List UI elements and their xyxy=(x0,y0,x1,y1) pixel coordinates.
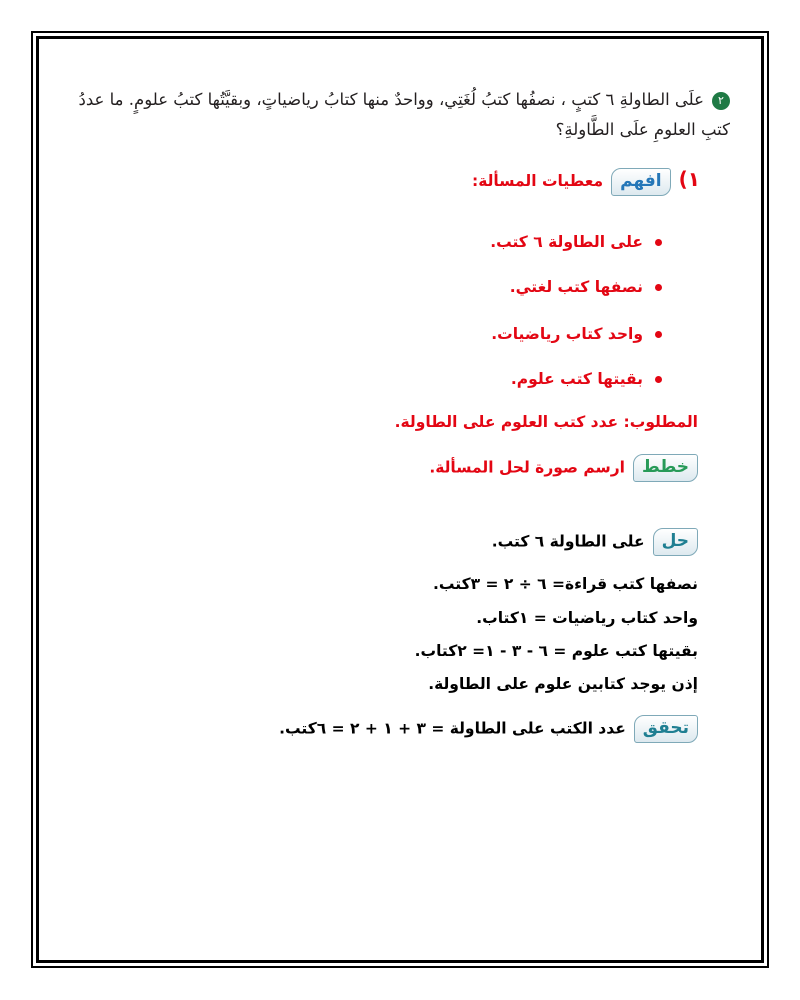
solve-line: على الطاولة ٦ كتب. xyxy=(491,532,645,551)
problem-number-badge: ٢ xyxy=(712,92,730,110)
solve-line: واحد كتاب رياضيات = ١كتاب. xyxy=(476,609,698,627)
solve-line: إذن يوجد كتابين علوم على الطاولة. xyxy=(428,675,698,693)
given-item: واحد كتاب رياضيات. xyxy=(491,325,662,343)
bullet-icon xyxy=(655,331,662,338)
given-item: على الطاولة ٦ كتب. xyxy=(490,233,662,251)
check-tag: تحقق xyxy=(634,715,698,743)
plan-tag: خطط xyxy=(633,454,698,482)
given-item: نصفها كتب لغتي. xyxy=(510,278,662,296)
check-text: عدد الكتب على الطاولة = ٣ + ١ + ٢ = ٦كتب. xyxy=(279,719,626,738)
plan-text: ارسم صورة لحل المسألة. xyxy=(429,458,625,477)
given-item: بقيتها كتب علوم. xyxy=(511,370,662,388)
check-row xyxy=(279,715,698,743)
givens-heading: معطيات المسألة: xyxy=(472,172,604,190)
bullet-icon xyxy=(655,284,662,291)
solve-line: نصفها كتب قراءة= ٦ ÷ ٢ = ٣كتب. xyxy=(432,575,698,593)
solve-row xyxy=(492,528,698,556)
problem-statement xyxy=(70,85,730,145)
solve-line: بقيتها كتب علوم = ٦ - ٣ - ١= ٢كتاب. xyxy=(414,642,698,660)
required-text: المطلوب: عدد كتب العلوم على الطاولة. xyxy=(394,413,698,431)
plan-row xyxy=(429,454,698,482)
bullet-icon xyxy=(655,239,662,246)
step-number: ١) xyxy=(678,167,700,191)
understand-header xyxy=(472,167,700,196)
problem-text: علَى الطاولةِ ٦ كتبٍ ، نصفُها كتبُ لُغَتِي، وواحدٌ منها كتابُ رياضياتٍ، وبقيَّتُها كتبُ علومٍ. ما عددُ كتبِ العلومِ علَى الطَّاولةِ؟ xyxy=(78,90,730,139)
understand-tag: افهم xyxy=(611,168,671,196)
solve-tag: حل xyxy=(653,528,698,556)
bullet-icon xyxy=(655,376,662,383)
